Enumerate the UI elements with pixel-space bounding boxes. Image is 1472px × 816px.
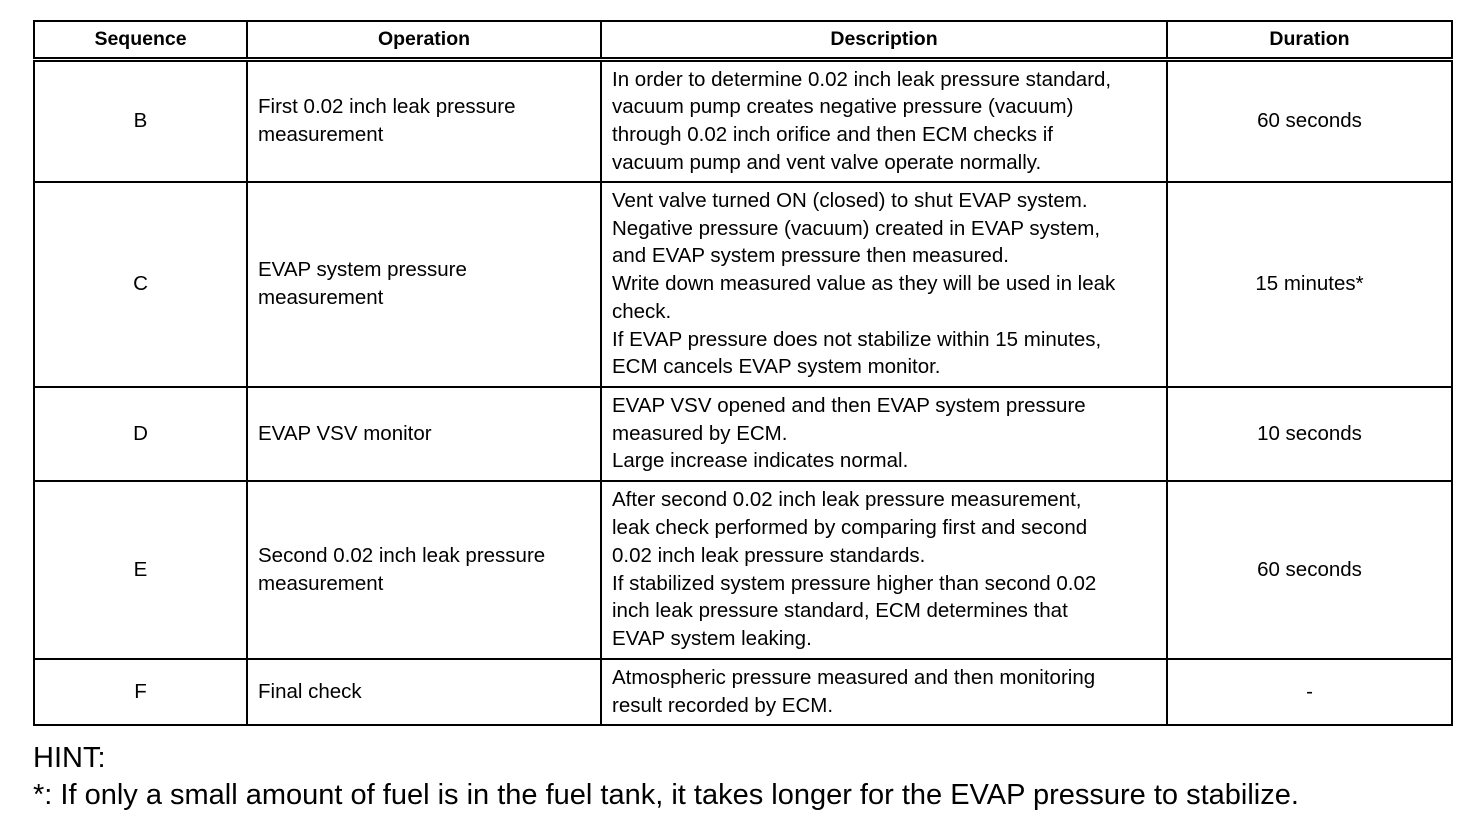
description-line: through 0.02 inch orifice and then ECM checks if <box>612 123 1053 147</box>
hint-section <box>33 740 1299 814</box>
operation-line: measurement <box>258 286 384 309</box>
description-line: result recorded by ECM. <box>612 693 834 717</box>
description-line: vacuum pump creates negative pressure (vacuum) <box>612 95 1074 119</box>
description-line: Vent valve turned ON (closed) to shut EVAP system. <box>612 188 1088 212</box>
description-line: If EVAP pressure does not stabilize within 15 minutes, <box>612 327 1102 351</box>
hint-title: HINT: <box>33 742 106 774</box>
header-operation: Operation <box>247 21 601 60</box>
table-row <box>34 481 1452 659</box>
description-line: EVAP VSV opened and then EVAP system pressure <box>612 393 1086 417</box>
cell-sequence: D <box>34 387 247 481</box>
description-line: EVAP system leaking. <box>612 627 812 651</box>
cell-duration: 60 seconds <box>1167 481 1452 659</box>
description-line: In order to determine 0.02 inch leak pressure standard, <box>612 67 1112 91</box>
description-line: ECM cancels EVAP system monitor. <box>612 355 941 379</box>
table-header <box>34 21 1452 60</box>
table-row <box>34 387 1452 481</box>
description-line: vacuum pump and vent valve operate normally. <box>612 151 1042 175</box>
cell-description <box>601 659 1167 725</box>
operation-line: EVAP system pressure <box>258 258 467 282</box>
cell-sequence: F <box>34 659 247 725</box>
cell-description <box>601 387 1167 481</box>
cell-duration: - <box>1167 659 1452 725</box>
cell-operation <box>247 387 601 481</box>
table-row <box>34 60 1452 182</box>
cell-duration: 10 seconds <box>1167 387 1452 481</box>
description-line: leak check performed by comparing first and second <box>612 515 1088 539</box>
description-line: Atmospheric pressure measured and then monitoring <box>612 665 1096 689</box>
operation-line: Final check <box>258 679 362 703</box>
operation-line: measurement <box>258 571 384 595</box>
procedure-table <box>33 20 1453 726</box>
description-line: Write down measured value as they will be used in leak <box>612 272 1116 296</box>
operation-line: First 0.02 inch leak pressure <box>258 95 516 119</box>
header-row <box>34 21 1452 60</box>
description-line: inch leak pressure standard, ECM determines that <box>612 599 1068 623</box>
description-line: measured by ECM. <box>612 421 788 445</box>
cell-sequence: C <box>34 182 247 387</box>
hint-note: *: If only a small amount of fuel is in the fuel tank, it takes longer for the EVAP pressure to stabilize. <box>33 779 1299 811</box>
operation-line: EVAP VSV monitor <box>258 421 432 445</box>
description-line: 0.02 inch leak pressure standards. <box>612 543 926 567</box>
cell-operation <box>247 182 601 387</box>
cell-description <box>601 481 1167 659</box>
description-line: check. <box>612 299 672 323</box>
cell-sequence: E <box>34 481 247 659</box>
cell-description <box>601 182 1167 387</box>
header-sequence: Sequence <box>34 21 247 60</box>
description-line: Large increase indicates normal. <box>612 449 909 473</box>
description-line: Negative pressure (vacuum) created in EVAP system, <box>612 216 1101 240</box>
operation-line: measurement <box>258 123 384 147</box>
header-description: Description <box>601 21 1167 60</box>
cell-description <box>601 60 1167 182</box>
table-body <box>34 60 1452 725</box>
cell-operation <box>247 60 601 182</box>
cell-operation <box>247 481 601 659</box>
header-duration: Duration <box>1167 21 1452 60</box>
table-row <box>34 659 1452 725</box>
cell-operation <box>247 659 601 725</box>
operation-line: Second 0.02 inch leak pressure <box>258 543 546 567</box>
cell-sequence: B <box>34 60 247 182</box>
description-line: and EVAP system pressure then measured. <box>612 244 1009 268</box>
table-row <box>34 182 1452 387</box>
cell-duration: 15 minutes* <box>1167 182 1452 387</box>
cell-duration: 60 seconds <box>1167 60 1452 182</box>
description-line: If stabilized system pressure higher than second 0.02 <box>612 571 1097 595</box>
description-line: After second 0.02 inch leak pressure measurement, <box>612 488 1082 512</box>
